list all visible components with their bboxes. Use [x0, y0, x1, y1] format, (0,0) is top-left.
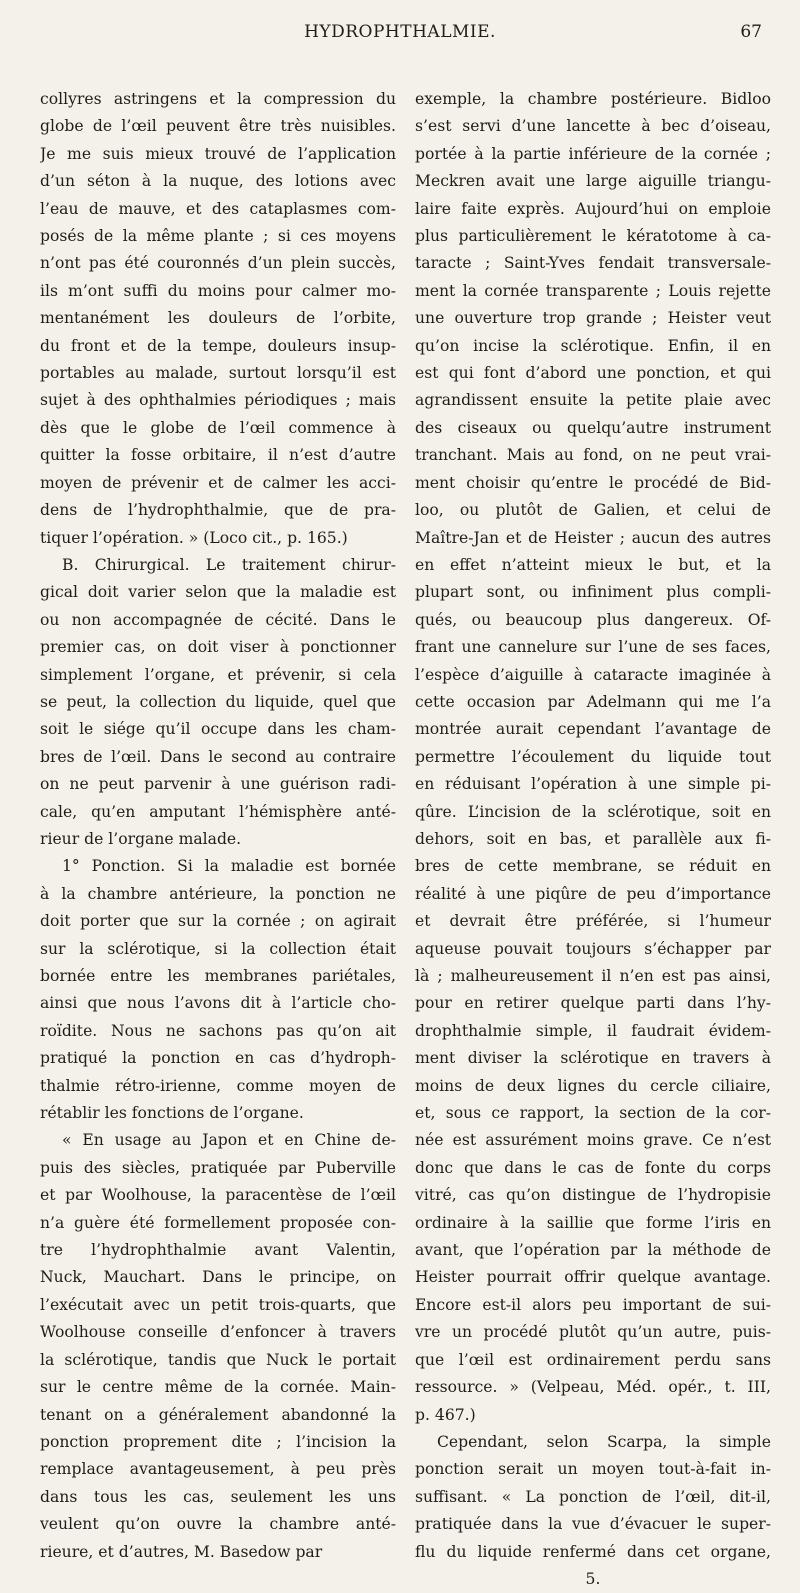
- text-line: doit porter que sur la cornée ; on agirait: [40, 912, 396, 931]
- text-line: là ; malheureusement il n’en est pas ainsi,: [415, 967, 771, 985]
- text-line: pratiquée dans la vue d’évacuer le super-: [415, 1515, 771, 1534]
- text-line: dès que le globe de l’œil commence à: [40, 418, 396, 437]
- text-line: premier cas, on doit viser à ponctionner: [40, 638, 396, 657]
- text-line: ment choisir qu’entre le procédé de Bid-: [415, 473, 771, 492]
- text-line: est qui font d’abord une ponction, et qui: [415, 364, 771, 383]
- running-title: HYDROPHTHALMIE.: [304, 22, 496, 42]
- text-line: ils m’ont suffi du moins pour calmer mo-: [40, 281, 396, 300]
- text-line: suffisant. « La ponction de l’œil, dit-il,: [415, 1487, 771, 1506]
- text-line: Heister pourrait offrir quelque avantage.: [415, 1268, 771, 1287]
- text-line: plupart sont, ou infiniment plus compli-: [415, 583, 771, 602]
- text-line: rétablir les fonctions de l’organe.: [40, 1104, 304, 1123]
- text-line: bres de cette membrane, se réduit en: [415, 857, 771, 876]
- text-line: posés de la même plante ; si ces moyens: [40, 227, 396, 246]
- text-line: rieur de l’organe malade.: [40, 829, 242, 848]
- text-line: cette occasion par Adelmann qui me l’a: [415, 692, 771, 711]
- text-line: ponction serait un moyen tout-à-fait in-: [415, 1460, 771, 1479]
- text-line: Maître-Jan et de Heister ; aucun des autres: [415, 528, 771, 547]
- text-line: tre l’hydrophthalmie avant Valentin,: [40, 1241, 396, 1260]
- text-line: s’est servi d’une lancette à bec d’oiseau,: [415, 117, 771, 136]
- text-line: simplement l’organe, et prévenir, si cela: [40, 665, 396, 684]
- page-header: [0, 0, 800, 60]
- text-line: qûre. L’incision de la sclérotique, soit en: [415, 802, 771, 821]
- text-line: Encore est-il alors peu important de sui-: [415, 1295, 771, 1314]
- text-line: on ne peut parvenir à une guérison radi-: [40, 775, 396, 794]
- text-line: p. 467.): [415, 1405, 476, 1424]
- text-line: tranchant. Mais au fond, on ne peut vrai-: [415, 446, 771, 465]
- text-line: vitré, cas qu’on distingue de l’hydropisie: [415, 1186, 771, 1205]
- text-line: dehors, soit en bas, et parallèle aux fi-: [415, 829, 771, 848]
- text-line: frant une cannelure sur l’une de ses faces,: [415, 638, 771, 657]
- text-line: globe de l’œil peuvent être très nuisibles.: [40, 117, 396, 136]
- text-line: ment diviser la sclérotique en travers à: [415, 1049, 771, 1068]
- text-line: ponction proprement dite ; l’incision la: [40, 1432, 396, 1451]
- text-line: pour en retirer quelque parti dans l’hy-: [415, 994, 771, 1013]
- text-line: ainsi que nous l’avons dit à l’article cho-: [40, 994, 396, 1013]
- text-line: permettre l’écoulement du liquide tout: [415, 747, 771, 766]
- text-line: réalité à une piqûre de peu d’importance: [415, 884, 771, 903]
- text-line: ment la cornée transparente ; Louis rejette: [415, 281, 771, 300]
- text-line: d’un séton à la nuque, des lotions avec: [40, 172, 396, 191]
- text-line: agrandissent ensuite la petite plaie avec: [415, 391, 771, 410]
- text-line: et, sous ce rapport, la section de la cor-: [415, 1104, 771, 1123]
- text-line: bres de l’œil. Dans le second au contraire: [40, 747, 396, 766]
- text-line: loo, ou plutôt de Galien, et celui de: [415, 501, 771, 520]
- text-line: l’exécutait avec un petit trois-quarts, que: [40, 1295, 396, 1314]
- text-line: exemple, la chambre postérieure. Bidloo: [415, 90, 771, 108]
- text-line: avant, que l’opération par la méthode de: [415, 1241, 771, 1260]
- text-line: née est assurément moins grave. Ce n’est: [415, 1131, 771, 1150]
- text-line: Nuck, Mauchart. Dans le principe, on: [40, 1268, 396, 1287]
- text-line: roïdite. Nous ne sachons pas qu’on ait: [40, 1021, 396, 1040]
- text-line: en réduisant l’opération à une simple pi-: [415, 775, 771, 794]
- text-line: qu’on incise la sclérotique. Enfin, il en: [415, 336, 771, 355]
- text-line: remplace avantageusement, à peu près: [40, 1460, 396, 1479]
- text-line: Je me suis mieux trouvé de l’application: [40, 144, 396, 163]
- text-line: n’ont pas été couronnés d’un plein succès,: [40, 254, 396, 273]
- text-line: tiquer l’opération. » (Loco cit., p. 165.): [40, 528, 348, 547]
- text-line: Meckren avait une large aiguille triangu-: [415, 172, 771, 191]
- text-line: l’eau de mauve, et des cataplasmes com-: [40, 199, 396, 218]
- text-line: taracte ; Saint-Yves fendait transversale-: [415, 254, 771, 273]
- text-line: dans tous les cas, seulement les uns: [40, 1487, 396, 1506]
- text-line: thalmie rétro-irienne, comme moyen de: [40, 1076, 396, 1095]
- text-line: moyen de prévenir et de calmer les acci-: [40, 473, 396, 492]
- text-line: se peut, la collection du liquide, quel que: [40, 692, 396, 711]
- text-line: collyres astringens et la compression du: [40, 90, 396, 108]
- page-number: 67: [740, 22, 762, 42]
- text-line: sujet à des ophthalmies périodiques ; mais: [40, 391, 396, 410]
- text-line: la sclérotique, tandis que Nuck le portait: [40, 1350, 396, 1369]
- text-line: que l’œil est ordinairement perdu sans: [415, 1350, 771, 1369]
- text-line: montrée aurait cependant l’avantage de: [415, 720, 771, 739]
- left-column: [40, 86, 396, 1566]
- text-line: flu du liquide renfermé dans cet organe,: [415, 1542, 771, 1561]
- text-line: portée à la partie inférieure de la cornée ;: [415, 144, 771, 163]
- text-line: l’espèce d’aiguille à cataracte imaginée à: [415, 665, 771, 684]
- text-line: du front et de la tempe, douleurs insup-: [40, 336, 396, 355]
- text-line: bornée entre les membranes pariétales,: [40, 967, 396, 985]
- right-column: [415, 86, 771, 1593]
- text-line: « En usage au Japon et en Chine de-: [62, 1131, 396, 1150]
- text-line: Cependant, selon Scarpa, la simple: [437, 1432, 771, 1451]
- text-line: B. Chirurgical. Le traitement chirur-: [62, 555, 396, 574]
- text-line: 1° Ponction. Si la maladie est bornée: [62, 857, 396, 876]
- text-line: soit le siége qu’il occupe dans les cham-: [40, 720, 396, 739]
- text-line: plus particulièrement le kératotome à ca-: [415, 227, 771, 246]
- text-line: donc que dans le cas de fonte du corps: [415, 1158, 771, 1177]
- text-line: et devrait être préférée, si l’humeur: [415, 912, 771, 931]
- text-line: mentanément les douleurs de l’orbite,: [40, 309, 396, 328]
- text-line: n’a guère été formellement proposée con-: [40, 1213, 396, 1232]
- text-line: des ciseaux ou quelqu’autre instrument: [415, 418, 771, 437]
- text-line: moins de deux lignes du cercle ciliaire,: [415, 1076, 771, 1095]
- text-line: en effet n’atteint mieux le but, et la: [415, 555, 771, 574]
- text-line: vre un procédé plutôt qu’un autre, puis-: [415, 1323, 771, 1342]
- text-line: gical doit varier selon que la maladie est: [40, 583, 396, 602]
- text-line: tenant on a généralement abandonné la: [40, 1405, 396, 1424]
- text-line: ressource. » (Velpeau, Méd. opér., t. III,: [415, 1378, 771, 1397]
- text-line: sur le centre même de la cornée. Main-: [40, 1378, 396, 1397]
- text-line: à la chambre antérieure, la ponction ne: [40, 884, 396, 903]
- text-line: cale, qu’en amputant l’hémisphère anté-: [40, 802, 396, 821]
- text-line: laire faite exprès. Aujourd’hui on emploie: [415, 199, 771, 218]
- text-line: Woolhouse conseille d’enfoncer à travers: [40, 1323, 396, 1342]
- text-line: ordinaire à la saillie que forme l’iris en: [415, 1213, 771, 1232]
- text-line: qués, ou beaucoup plus dangereux. Of-: [415, 610, 771, 629]
- text-line: aqueuse pouvait toujours s’échapper par: [415, 939, 771, 958]
- text-line: 5.: [585, 1569, 601, 1588]
- text-line: quitter la fosse orbitaire, il n’est d’autre: [40, 446, 396, 465]
- text-line: ou non accompagnée de cécité. Dans le: [40, 610, 396, 629]
- text-line: drophthalmie simple, il faudrait évidem-: [415, 1021, 771, 1040]
- text-line: sur la sclérotique, si la collection était: [40, 939, 396, 958]
- text-line: puis des siècles, pratiquée par Puberville: [40, 1158, 396, 1177]
- text-line: rieure, et d’autres, M. Basedow par: [40, 1542, 323, 1561]
- text-line: pratiqué la ponction en cas d’hydroph-: [40, 1049, 396, 1068]
- text-line: dens de l’hydrophthalmie, que de pra-: [40, 501, 396, 520]
- text-line: veulent qu’on ouvre la chambre anté-: [40, 1515, 396, 1534]
- text-line: et par Woolhouse, la paracentèse de l’œil: [40, 1186, 396, 1205]
- text-line: portables au malade, surtout lorsqu’il est: [40, 364, 396, 383]
- text-line: une ouverture trop grande ; Heister veut: [415, 309, 771, 328]
